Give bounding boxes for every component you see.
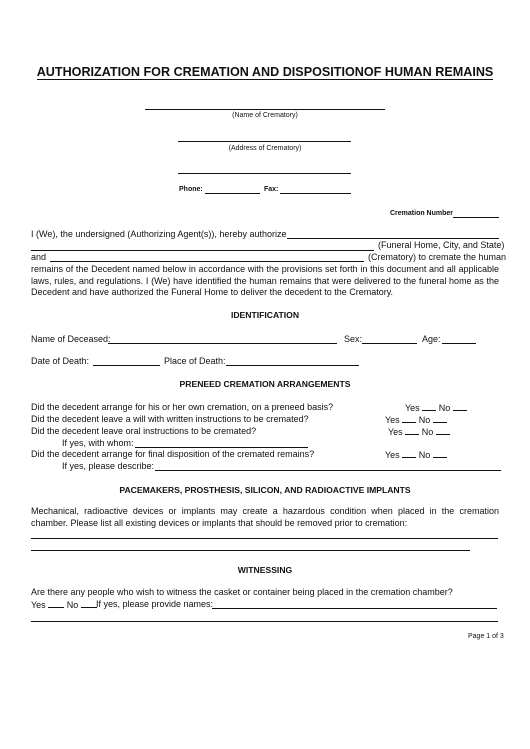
crematory-name-line[interactable]: [145, 109, 385, 110]
page-title: AUTHORIZATION FOR CREMATION AND DISPOSITIONOF HUMAN REMAINS: [36, 65, 494, 79]
witness-names-line-2[interactable]: [31, 621, 498, 622]
witnessing-heading: WITNESSING: [237, 565, 293, 575]
sex-label: Sex:: [344, 334, 363, 344]
implants-heading: PACEMAKERS, PROSTHESIS, SILICON, AND RADIOACTIVE IMPLANTS: [119, 485, 411, 495]
witnessing-yes-no[interactable]: Yes No: [31, 599, 97, 612]
witnessing-question: Are there any people who wish to witness the casket or container being placed in the cremation chamber?: [31, 587, 453, 597]
crematory-text: (Crematory) to cremate the human: [368, 252, 507, 262]
phone-field[interactable]: [205, 193, 260, 194]
place-of-death-label: Place of Death:: [164, 356, 226, 366]
implants-line-1[interactable]: [31, 538, 498, 539]
preneed-heading: PRENEED CREMATION ARRANGEMENTS: [179, 379, 351, 389]
funeral-home-field[interactable]: [31, 250, 374, 251]
preneed-question-2: Did the decedent leave a will with written instructions to be cremated?: [31, 414, 309, 424]
sex-field[interactable]: [362, 343, 417, 344]
crematory-address-line[interactable]: [178, 141, 351, 142]
crematory-address-line-2[interactable]: [178, 173, 351, 174]
q4-yes-option[interactable]: Yes No: [385, 449, 447, 462]
page-number: Page 1 of 3: [468, 633, 504, 640]
q3-followup-field[interactable]: [135, 447, 308, 448]
age-label: Age:: [422, 334, 441, 344]
crematory-field[interactable]: [50, 261, 364, 262]
funeral-home-label: (Funeral Home, City, and State): [378, 240, 505, 250]
q3-yes-option[interactable]: Yes No: [388, 426, 450, 439]
fax-label: Fax:: [264, 186, 279, 193]
implants-line-2[interactable]: [31, 550, 470, 551]
phone-label: Phone:: [179, 186, 203, 193]
witness-names-field[interactable]: [212, 608, 497, 609]
date-of-death-field[interactable]: [93, 365, 160, 366]
q3-followup-label: If yes, with whom:: [62, 438, 134, 448]
date-of-death-label: Date of Death:: [31, 356, 90, 366]
and-label: and: [31, 252, 47, 262]
authorization-paragraph: remains of the Decedent named below in accordance with the provisions set forth in this document and all applicable laws, rules, and regulations. I (We) have identified the human remains that were delivered to the funeral home as the Decedent and have authorized the Funeral Home to deliver the decedent to the Crematory.: [31, 264, 499, 298]
place-of-death-field[interactable]: [226, 365, 359, 366]
authorized-party-field[interactable]: [287, 238, 499, 239]
preneed-question-4: Did the decedent arrange for final disposition of the cremated remains?: [31, 449, 315, 459]
identification-heading: IDENTIFICATION: [230, 310, 300, 320]
crematory-name-label: (Name of Crematory): [232, 112, 298, 119]
deceased-name-field[interactable]: [108, 343, 337, 344]
age-field[interactable]: [442, 343, 476, 344]
preneed-question-1: Did the decedent arrange for his or her own cremation, on a preneed basis?: [31, 402, 334, 412]
authorization-line: I (We), the undersigned (Authorizing Agent(s)), hereby authorize: [31, 229, 287, 239]
deceased-name-label: Name of Deceased:: [31, 334, 111, 344]
fax-field[interactable]: [280, 193, 351, 194]
q1-yes-option[interactable]: Yes No: [405, 402, 467, 415]
implants-text: Mechanical, radioactive devices or implants may create a hazardous condition when placed in the cremation chamber. Please list all existing devices or implants that should be removed prior to cremation:: [31, 506, 499, 528]
q2-yes-option[interactable]: Yes No: [385, 414, 447, 427]
crematory-address-label: (Address of Crematory): [228, 145, 302, 152]
preneed-question-3: Did the decedent leave oral instructions to be cremated?: [31, 426, 257, 436]
witness-names-label: If yes, please provide names:: [96, 599, 214, 609]
q4-followup-label: If yes, please describe:: [62, 461, 155, 471]
cremation-number-label: Cremation Number: [390, 210, 454, 217]
cremation-number-field[interactable]: [453, 217, 499, 218]
q4-followup-field[interactable]: [155, 470, 501, 471]
